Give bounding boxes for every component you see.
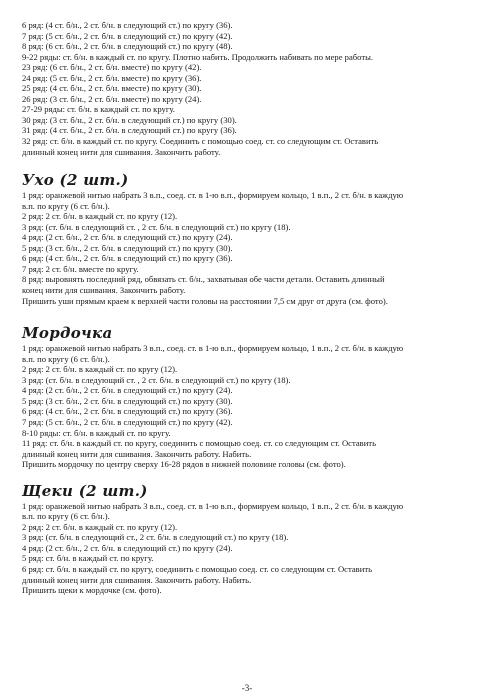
- text-line: Пришить уши прямым краем к верхней части головы на расстоянии 7,5 см друг от друга (см. фото).: [22, 295, 388, 306]
- text-line: 6 ряд: (4 ст. б/н., 2 ст. б/н. в следующий ст.) по кругу (36).: [22, 253, 233, 264]
- text-line: 5 ряд: ст. б/н. в каждый ст. по кругу.: [22, 553, 154, 564]
- text-line: 2 ряд: 2 ст. б/н. в каждый ст. по кругу (12).: [22, 364, 178, 375]
- text-line: длинный конец нити для сшивания. Закончить работу.: [22, 146, 221, 157]
- text-line: 30 ряд: (3 ст. б/н., 2 ст. б/н. в следующий ст.) по кругу (30).: [22, 114, 237, 125]
- section-heading-cheeks: Щеки (2 шт.): [22, 481, 148, 500]
- text-line: 5 ряд: (3 ст. б/н., 2 ст. б/н. в следующий ст.) по кругу (30).: [22, 242, 233, 253]
- text-line: 2 ряд: 2 ст. б/н. в каждый ст. по кругу (12).: [22, 211, 178, 222]
- text-line: 7 ряд: 2 ст. б/н. вместе по кругу.: [22, 263, 139, 274]
- text-line: 26 ряд: (3 ст. б/н., 2 ст. б/н. вместе) по кругу (24).: [22, 93, 202, 104]
- text-line: 9-22 ряды: ст. б/н. в каждый ст. по кругу. Плотно набить. Продолжить набивать по мере работы.: [22, 51, 374, 62]
- text-line: 31 ряд: (4 ст. б/н., 2 ст. б/н. в следующий ст.) по кругу (36).: [22, 125, 237, 136]
- text-line: 1 ряд: оранжевой нитью набрать 3 в.п., соед. ст. в 1-ю в.п., формируем кольцо, 1 в.п., 2 ст. б/н. в каждую: [22, 190, 404, 201]
- text-line: 27-29 ряды: ст. б/н. в каждый ст. по кругу.: [22, 104, 175, 115]
- text-line: конец нити для сшивания. Закончить работу.: [22, 285, 186, 296]
- text-line: в.п. по кругу (6 ст. б/н.).: [22, 200, 110, 211]
- text-line: длинный конец нити для сшивания. Закончить работу. Набить.: [22, 448, 252, 459]
- text-line: Пришить щеки к мордочке (см. фото).: [22, 585, 162, 596]
- text-line: 3 ряд: (ст. б/н. в следующий ст. , 2 ст. б/н. в следующий ст.) по кругу (18).: [22, 374, 291, 385]
- text-line: 6 ряд: ст. б/н. в каждый ст. по кругу, соединить с помощью соед. ст. со следующим ст. Оставить: [22, 563, 373, 574]
- text-line: 7 ряд: (5 ст. б/н., 2 ст. б/н. в следующий ст.) по кругу (42).: [22, 416, 233, 427]
- text-line: 8 ряд: (6 ст. б/н., 2 ст. б/н. в следующий ст.) по кругу (48).: [22, 41, 233, 52]
- text-line: 4 ряд: (2 ст. б/н., 2 ст. б/н. в следующий ст.) по кругу (24).: [22, 542, 233, 553]
- text-line: 3 ряд: (ст. б/н. в следующий ст., 2 ст. б/н. в следующий ст.) по кругу (18).: [22, 532, 289, 543]
- text-line: 32 ряд: ст. б/н. в каждый ст. по кругу. Соединить с помощью соед. ст. со следующим ст. Оставить: [22, 136, 379, 147]
- text-line: 11 ряд: ст. б/н. в каждый ст. по кругу, соединить с помощью соед. ст. со следующим ст. Оставить: [22, 438, 376, 449]
- text-line: в.п. по кругу (6 ст. б/н.).: [22, 511, 110, 522]
- text-line: 5 ряд: (3 ст. б/н., 2 ст. б/н. в следующий ст.) по кругу (30).: [22, 395, 233, 406]
- text-line: 1 ряд: оранжевой нитью набрать 3 в.п., соед. ст. в 1-ю в.п., формируем кольцо, 1 в.п., 2 ст. б/н. в каждую: [22, 500, 404, 511]
- section-muzzle: [22, 324, 480, 470]
- section-heading-ear: Ухо (2 шт.): [22, 171, 129, 190]
- text-line: 8 ряд: выровнять последний ряд, обвязать ст. б/н., захватывая обе части детали. Оставить длинный: [22, 274, 385, 285]
- text-line: 8-10 ряды: ст. б/н. в каждый ст. по кругу.: [22, 427, 171, 438]
- text-line: 7 ряд: (5 ст. б/н., 2 ст. б/н. в следующий ст.) по кругу (42).: [22, 30, 233, 41]
- section-cheeks: [22, 482, 480, 596]
- text-line: 2 ряд: 2 ст. б/н. в каждый ст. по кругу (12).: [22, 521, 178, 532]
- section-ear: [22, 171, 480, 306]
- text-line: 1 ряд: оранжевой нитью набрать 3 в.п., соед. ст. в 1-ю в.п., формируем кольцо, 1 в.п., 2 ст. б/н. в каждую: [22, 343, 404, 354]
- text-line: 25 ряд: (4 ст. б/н., 2 ст. б/н. вместе) по кругу (30).: [22, 83, 202, 94]
- text-line: в.п. по кругу (6 ст. б/н.).: [22, 353, 110, 364]
- text-line: 4 ряд: (2 ст. б/н., 2 ст. б/н. в следующий ст.) по кругу (24).: [22, 232, 233, 243]
- text-line: длинный конец нити для сшивания. Закончить работу. Набить.: [22, 574, 252, 585]
- text-line: 24 ряд: (5 ст. б/н., 2 ст. б/н. вместе) по кругу (36).: [22, 72, 202, 83]
- text-line: 6 ряд: (4 ст. б/н., 2 ст. б/н. в следующий ст.) по кругу (36).: [22, 20, 233, 30]
- section-heading-muzzle: Мордочка: [22, 324, 113, 343]
- text-line: 4 ряд: (2 ст. б/н., 2 ст. б/н. в следующий ст.) по кругу (24).: [22, 385, 233, 396]
- section-top: [22, 20, 480, 157]
- text-line: 23 ряд: (6 ст. б/н., 2 ст. б/н. вместе) по кругу (42).: [22, 62, 202, 73]
- text-line: 3 ряд: (ст. б/н. в следующий ст. , 2 ст. б/н. в следующий ст.) по кругу (18).: [22, 221, 291, 232]
- page-number: -3-: [241, 683, 253, 693]
- text-line: Пришить мордочку по центру сверху 16-28 рядов в нижней половине головы (см. фото).: [22, 459, 346, 470]
- text-line: 6 ряд: (4 ст. б/н., 2 ст. б/н. в следующий ст.) по кругу (36).: [22, 406, 233, 417]
